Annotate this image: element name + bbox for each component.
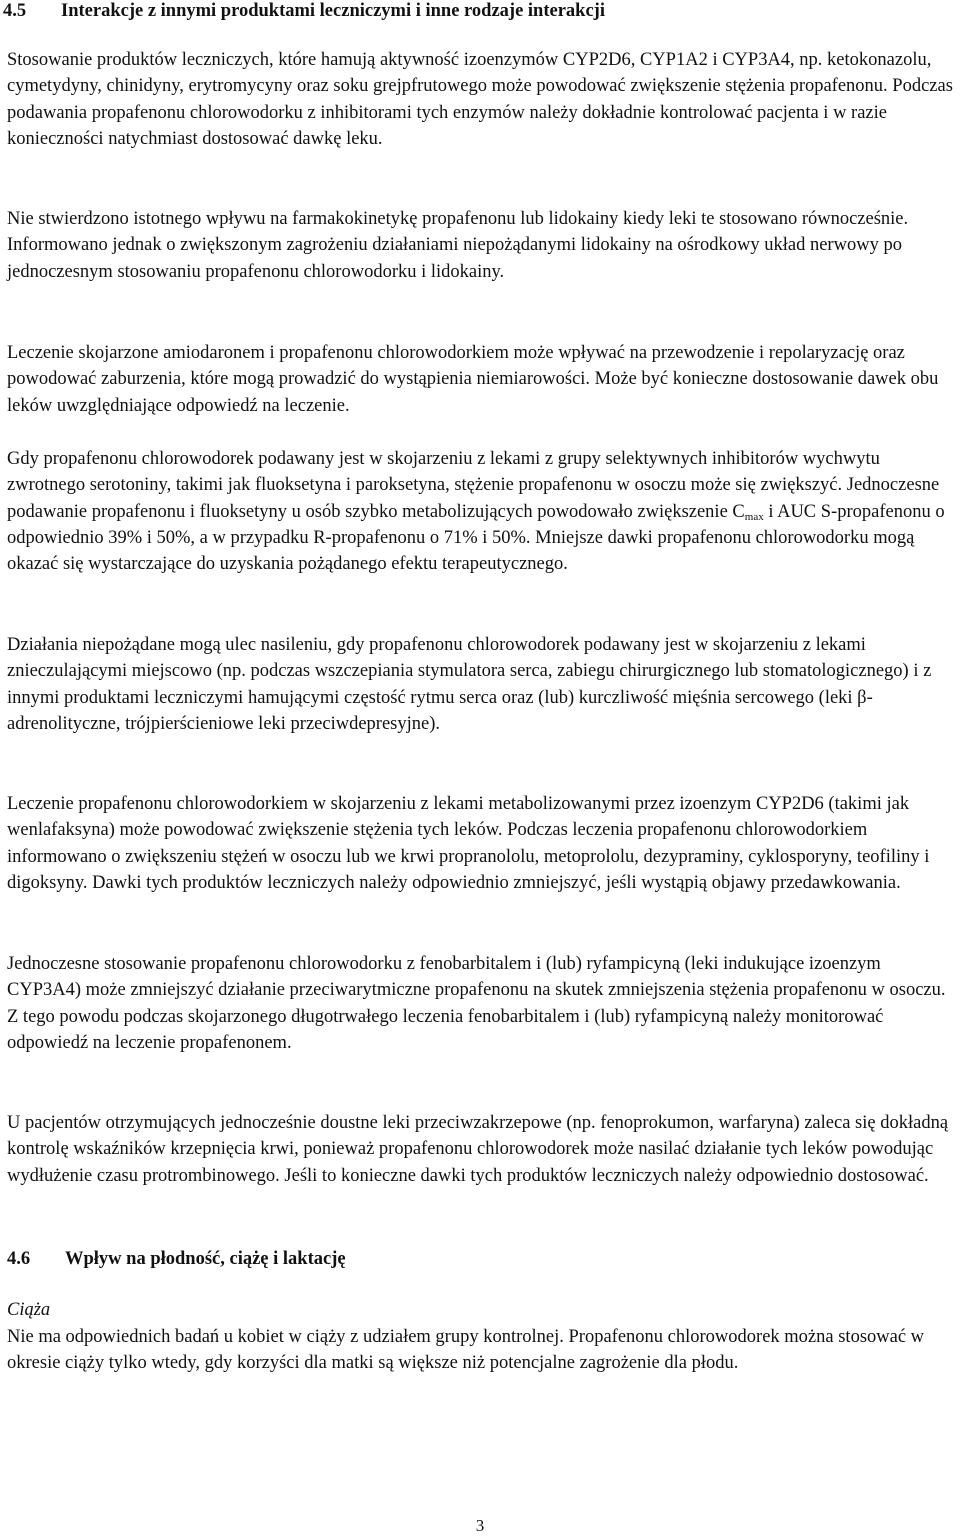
section-number: 4.5 bbox=[3, 1, 27, 21]
paragraph-anticoagulants: U pacjentów otrzymujących jednocześnie doustne leki przeciwzakrzepowe (np. fenoprokumon, warfaryna) zaleca się dokładną kontrolę wskaźników krzepnięcia krwi, ponieważ propafenonu chlorowodorek może nasilać działanie tych leków powodując wydłużenie czasu protrombinowego. Jeśli to konieczne dawki tych produktów leczniczych należy odpowiednio dostosować. bbox=[7, 1113, 949, 1186]
subheading-pregnancy: Ciąża bbox=[7, 1300, 51, 1320]
cmax-subscript: max bbox=[744, 510, 764, 523]
section-heading-4-5 bbox=[3, 0, 605, 24]
paragraph-amiodarone: Leczenie skojarzone amiodaronem i propafenonu chlorowodorkiem może wpływać na przewodzenie i repolaryzację oraz powodować zaburzenia, które mogą prowadzić do wystąpienia niemiarowości. Może być konieczne dostosowanie dawek obu leków uwzględniające odpowiedź na leczenie. bbox=[7, 343, 939, 416]
paragraph-pregnancy: Nie ma odpowiednich badań u kobiet w ciąży z udziałem grupy kontrolnej. Propafenonu chlorowodorek można stosować w okresie ciąży tylko wtedy, gdy korzyści dla matki są większe niż potencjalne zagrożenie dla płodu. bbox=[7, 1327, 925, 1374]
paragraph-lidocaine: Nie stwierdzono istotnego wpływu na farmakokinetykę propafenonu lub lidokainy kiedy leki te stosowano równocześnie. Informowano jednak o zwiększonym zagrożeniu działaniami niepożądanymi lidokainy na ośrodkowy układ nerwowy po jednoczesnym stosowaniu propafenonu chlorowodorku i lidokainy. bbox=[7, 209, 909, 282]
ssri-text-before: Gdy propafenonu chlorowodorek podawany jest w skojarzeniu z lekami z grupy selektywnych inhibitorów wychwytu zwrotnego serotoniny, takimi jak fluoksetyna i paroksetyna, stężenie propafenonu w osoczu może się zwiększyć. Jednoczesne podawanie propafenonu i fluoksetyny u osób szybko metabolizujących powodowało zwiększenie C bbox=[7, 449, 940, 522]
section-title: Interakcje z innymi produktami leczniczymi i inne rodzaje interakcji bbox=[61, 1, 605, 21]
paragraph-phenobarbital: Jednoczesne stosowanie propafenonu chlorowodorku z fenobarbitalem i (lub) ryfampicyną (leki indukujące izoenzym CYP3A4) może zmniejszyć działanie przeciwarytmiczne propafenonu na skutek zmniejszenia stężenia propafenonu w osoczu. Z tego powodu podczas skojarzonego długotrwałego leczenia fenobarbitalem i (lub) ryfampicyną należy monitorować odpowiedź na leczenie propafenonem. bbox=[7, 954, 946, 1053]
section-heading-4-6 bbox=[7, 1246, 346, 1272]
section-title: Wpływ na płodność, ciążę i laktację bbox=[65, 1249, 346, 1269]
ssri-text-after: i AUC S-propafenonu o odpowiednio 39% i 50%, a w przypadku R-propafenonu o 71% i 50%. Mniejsze dawki propafenonu chlorowodorku mogą okazać się wystarczające do uzyskania pożądanego efektu terapeutycznego. bbox=[7, 501, 945, 575]
page-number: 3 bbox=[475, 1516, 485, 1535]
paragraph-cyp2d6: Leczenie propafenonu chlorowodorkiem w skojarzeniu z lekami metabolizowanymi przez izoenzym CYP2D6 (takimi jak wenlafaksyna) może powodować zwiększenie stężenia tych leków. Podczas leczenia propafenonu chlorowodorkiem informowano o zwiększeniu stężeń w osoczu lub we krwi propranololu, metoprololu, dezypraminy, cyklosporyny, teofiliny i digoksyny. Dawki tych produktów leczniczych należy odpowiednio zmniejszyć, jeśli wystąpią objawy przedawkowania. bbox=[7, 794, 930, 893]
paragraph-cyp-inhibitors: Stosowanie produktów leczniczych, które hamują aktywność izoenzymów CYP2D6, CYP1A2 i CYP3A4, np. ketokonazolu, cymetydyny, chinidyny, erytromycyny oraz soku grejpfrutowego może powodować zwiększenie stężenia propafenonu. Podczas podawania propafenonu chlorowodorku z inhibitorami tych enzymów należy dokładnie kontrolować pacjenta i w razie konieczności natychmiast dostosować dawkę leku. bbox=[7, 50, 953, 149]
section-number: 4.6 bbox=[7, 1249, 31, 1269]
paragraph-ssri bbox=[7, 446, 953, 577]
paragraph-anesthetics: Działania niepożądane mogą ulec nasileniu, gdy propafenonu chlorowodorek podawany jest w skojarzeniu z lekami znieczulającymi miejscowo (np. podczas wszczepiania stymulatora serca, zabiegu chirurgicznego lub stomatologicznego) i z innymi produktami leczniczymi hamującymi częstość rytmu serca oraz (lub) kurczliwość mięśnia sercowego (leki β-adrenolityczne, trójpierścieniowe leki przeciwdepresyjne). bbox=[7, 635, 932, 734]
